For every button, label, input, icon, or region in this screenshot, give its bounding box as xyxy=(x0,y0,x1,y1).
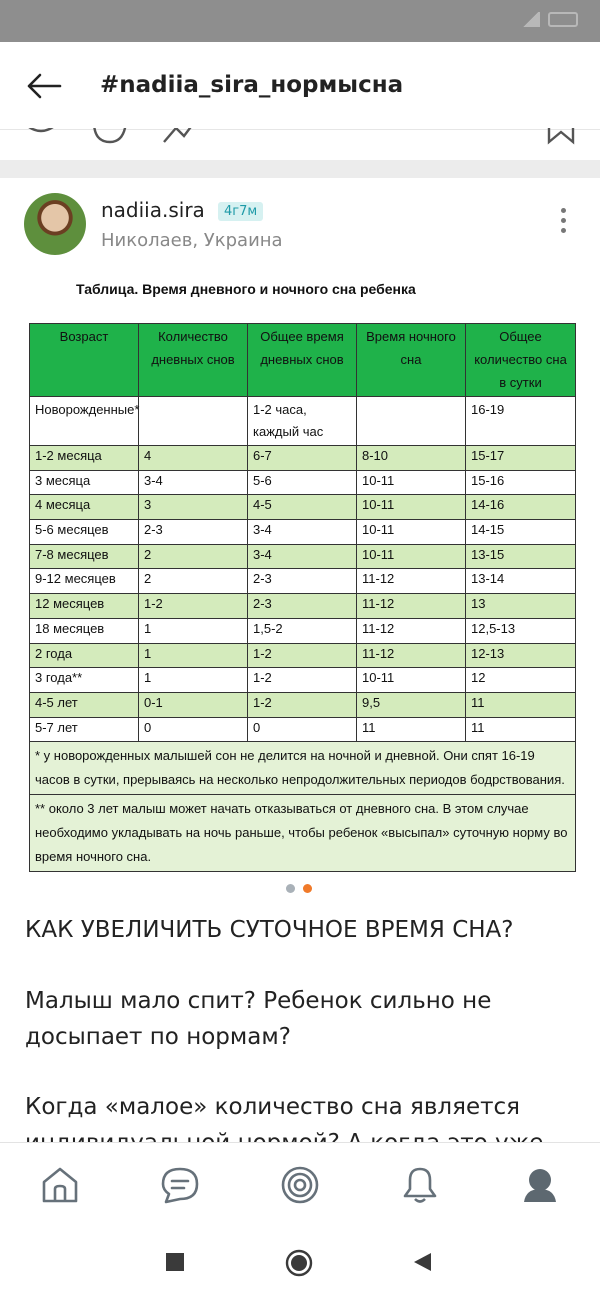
home-circle-icon[interactable] xyxy=(285,1249,313,1277)
table-header-row xyxy=(30,324,576,397)
table-header: Время ночного сна xyxy=(357,324,466,397)
post-image[interactable] xyxy=(0,268,600,868)
table-cell: 9-12 месяцев xyxy=(30,569,139,594)
more-options-icon[interactable] xyxy=(552,208,574,238)
table-cell: 3-4 xyxy=(139,470,248,495)
table-cell: 10-11 xyxy=(357,544,466,569)
table-cell: 18 месяцев xyxy=(30,618,139,643)
bell-icon[interactable] xyxy=(400,1165,440,1205)
table-cell: 2-3 xyxy=(139,520,248,545)
sleep-table xyxy=(29,323,576,872)
table-cell: 11-12 xyxy=(357,594,466,619)
table-cell: 15-17 xyxy=(466,446,576,471)
table-header: Общее количество сна в сутки xyxy=(466,324,576,397)
table-cell: 12-13 xyxy=(466,643,576,668)
table-cell: Новорожденные* xyxy=(30,397,139,446)
table-cell: 1-2 часа, каждый час xyxy=(248,397,357,446)
table-cell: 10-11 xyxy=(357,668,466,693)
table-cell: 13 xyxy=(466,594,576,619)
table-cell: 1 xyxy=(139,618,248,643)
chat-icon[interactable] xyxy=(160,1165,200,1205)
table-cell: 14-15 xyxy=(466,520,576,545)
table-cell: 1-2 месяца xyxy=(30,446,139,471)
table-cell: 1-2 xyxy=(248,668,357,693)
table-note: ** около 3 лет малыш может начать отказываться от дневного сна. В этом случае необходимо укладывать на ночь раньше, чтобы ребенок «высыпал» суточную норму во время ночного сна. xyxy=(30,795,576,872)
table-cell: 2 xyxy=(139,544,248,569)
battery-icon xyxy=(548,12,578,27)
table-cell: 0-1 xyxy=(139,692,248,717)
share-icon[interactable] xyxy=(162,128,198,146)
carousel-dot-active[interactable] xyxy=(303,884,312,893)
bookmark-icon[interactable] xyxy=(546,128,576,146)
table-cell: 12,5-13 xyxy=(466,618,576,643)
table-cell: 1,5-2 xyxy=(248,618,357,643)
table-cell: 1 xyxy=(139,643,248,668)
target-icon[interactable] xyxy=(280,1165,320,1205)
table-header: Возраст xyxy=(30,324,139,397)
location[interactable]: Николаев, Украина xyxy=(101,230,283,251)
signal-icon xyxy=(522,12,540,27)
table-row xyxy=(30,544,576,569)
table-cell: 9,5 xyxy=(357,692,466,717)
post-header xyxy=(0,178,600,268)
table-cell: 2-3 xyxy=(248,569,357,594)
table-cell: 16-19 xyxy=(466,397,576,446)
back-arrow-icon[interactable] xyxy=(26,72,62,100)
table-cell: 3-4 xyxy=(248,544,357,569)
status-bar xyxy=(0,0,600,42)
bottom-navigation xyxy=(0,1142,600,1228)
table-cell: 11-12 xyxy=(357,643,466,668)
table-title: Таблица. Время дневного и ночного сна ребенка xyxy=(76,281,416,297)
table-cell: 3-4 xyxy=(248,520,357,545)
table-cell: 1-2 xyxy=(248,643,357,668)
table-cell: 4-5 лет xyxy=(30,692,139,717)
page-title: #nadiia_sira_нормысна xyxy=(100,72,404,98)
table-cell: 10-11 xyxy=(357,520,466,545)
table-row xyxy=(30,643,576,668)
table-cell xyxy=(357,397,466,446)
table-note: * у новорожденных малышей сон не делится на ночной и дневной. Они спят 16-19 часов в сутки, прерываясь на несколько непродолжительных периодов бодрствования. xyxy=(30,742,576,795)
comment-icon[interactable] xyxy=(92,128,128,146)
carousel-dots xyxy=(286,884,312,893)
profile-icon[interactable] xyxy=(520,1165,560,1205)
table-cell: 11 xyxy=(466,692,576,717)
table-row xyxy=(30,717,576,742)
table-header: Общее время дневных снов xyxy=(248,324,357,397)
table-cell: 0 xyxy=(139,717,248,742)
username[interactable]: nadiia.sira xyxy=(101,198,205,222)
table-cell: 8-10 xyxy=(357,446,466,471)
table-cell xyxy=(139,397,248,446)
table-cell: 11 xyxy=(357,717,466,742)
table-cell: 3 года** xyxy=(30,668,139,693)
table-cell: 1-2 xyxy=(248,692,357,717)
carousel-dot[interactable] xyxy=(286,884,295,893)
table-cell: 2-3 xyxy=(248,594,357,619)
table-cell: 10-11 xyxy=(357,495,466,520)
table-row xyxy=(30,495,576,520)
table-header: Количество дневных снов xyxy=(139,324,248,397)
table-row xyxy=(30,520,576,545)
recents-square-icon[interactable] xyxy=(165,1252,185,1272)
table-cell: 6-7 xyxy=(248,446,357,471)
table-row xyxy=(30,668,576,693)
table-cell: 14-16 xyxy=(466,495,576,520)
table-row xyxy=(30,692,576,717)
table-cell: 13-15 xyxy=(466,544,576,569)
table-cell: 1-2 xyxy=(139,594,248,619)
table-row xyxy=(30,618,576,643)
table-cell: 11-12 xyxy=(357,569,466,594)
table-cell: 5-6 месяцев xyxy=(30,520,139,545)
table-cell: 5-6 xyxy=(248,470,357,495)
table-cell: 1 xyxy=(139,668,248,693)
status-icons xyxy=(522,12,578,27)
post-separator xyxy=(0,160,600,178)
top-bar xyxy=(0,42,600,130)
table-cell: 3 месяца xyxy=(30,470,139,495)
back-triangle-icon[interactable] xyxy=(412,1252,432,1272)
table-row xyxy=(30,594,576,619)
table-cell: 11 xyxy=(466,717,576,742)
table-cell: 2 xyxy=(139,569,248,594)
post-age-badge: 4г7м xyxy=(218,202,263,221)
table-cell: 7-8 месяцев xyxy=(30,544,139,569)
post-text-paragraph: Когда «малое» количество сна является xyxy=(25,1094,520,1120)
table-row xyxy=(30,470,576,495)
table-cell: 4 месяца xyxy=(30,495,139,520)
system-navigation xyxy=(0,1228,600,1299)
table-cell: 0 xyxy=(248,717,357,742)
home-icon[interactable] xyxy=(40,1165,80,1205)
table-row xyxy=(30,397,576,446)
heart-icon[interactable] xyxy=(22,128,60,146)
avatar[interactable] xyxy=(24,193,86,255)
table-cell: 4-5 xyxy=(248,495,357,520)
table-cell: 2 года xyxy=(30,643,139,668)
table-cell: 3 xyxy=(139,495,248,520)
table-row xyxy=(30,446,576,471)
table-cell: 5-7 лет xyxy=(30,717,139,742)
table-cell: 13-14 xyxy=(466,569,576,594)
table-row xyxy=(30,569,576,594)
table-cell: 10-11 xyxy=(357,470,466,495)
table-cell: 4 xyxy=(139,446,248,471)
table-cell: 15-16 xyxy=(466,470,576,495)
post-text-paragraph: Малыш мало спит? Ребенок сильно не досыпает по нормам? xyxy=(25,988,492,1050)
table-cell: 12 месяцев xyxy=(30,594,139,619)
post-text-heading: КАК УВЕЛИЧИТЬ СУТОЧНОЕ ВРЕМЯ СНА? xyxy=(25,917,514,943)
table-cell: 12 xyxy=(466,668,576,693)
previous-post-actions xyxy=(0,128,600,160)
table-cell: 11-12 xyxy=(357,618,466,643)
